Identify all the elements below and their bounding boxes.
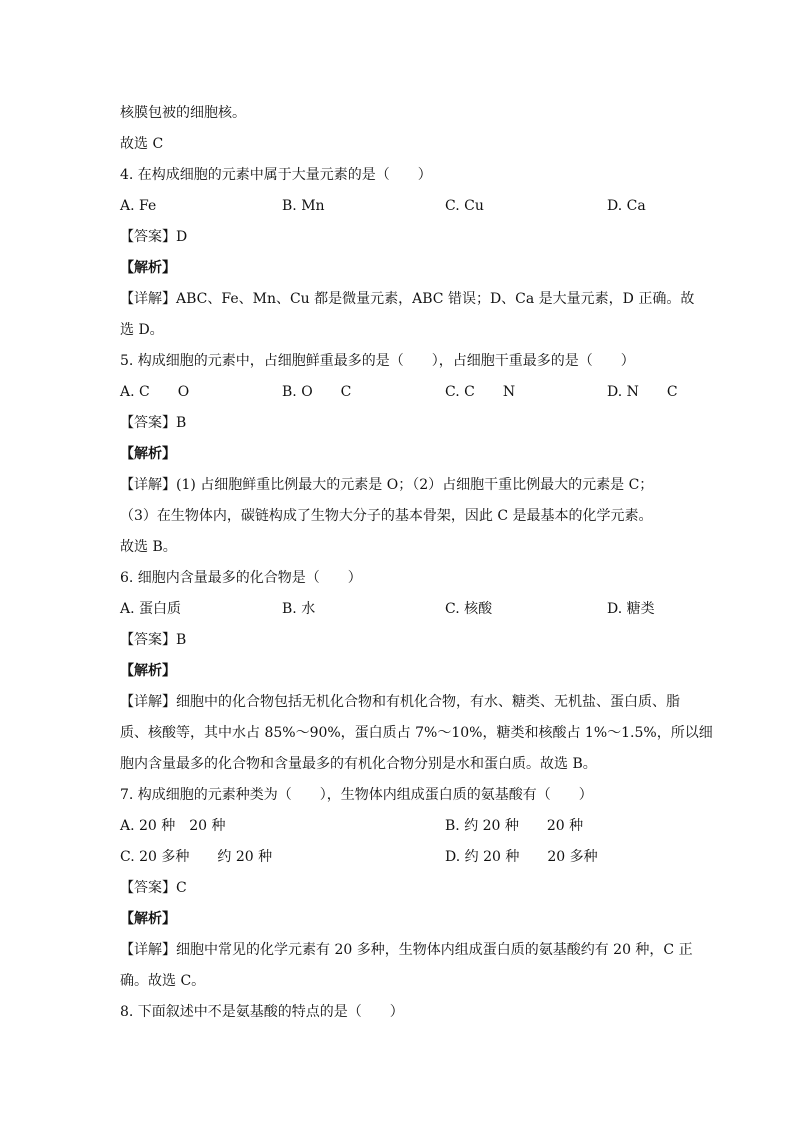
option-c: C. 核酸 [445, 601, 493, 617]
option-d: D. 约 20 种 20 多种 [445, 849, 598, 865]
question-8: 8. 下面叙述中不是氨基酸的特点的是（ ） [120, 1004, 404, 1020]
answer-line: 【答案】B [120, 415, 187, 431]
option-c: C. C N [445, 384, 516, 400]
answer-line: 【答案】C [120, 880, 187, 896]
explanation-line: （3）在生物体内，碳链构成了生物大分子的基本骨架，因此 C 是最基本的化学元素。 [120, 508, 653, 524]
explanation-line: 故选 B。 [120, 539, 177, 555]
option-a: A. C O [120, 384, 190, 400]
explanation-line: 质、核酸等，其中水占 85%～90%，蛋白质占 7%～10%，糖类和核酸占 1%～1.5%，所以细 [120, 725, 713, 741]
question-5: 5. 构成细胞的元素中，占细胞鲜重最多的是（ ），占细胞干重最多的是（ ） [120, 353, 635, 369]
question-6: 6. 细胞内含量最多的化合物是（ ） [120, 570, 362, 586]
question-4: 4. 在构成细胞的元素中属于大量元素的是（ ） [120, 167, 432, 183]
option-c: C. Cu [445, 198, 484, 214]
analysis-heading: 【解析】 [120, 911, 176, 927]
explanation-line: 【详解】(1) 占细胞鲜重比例最大的元素是 O；（2）占细胞干重比例最大的元素是 C； [120, 477, 654, 493]
explanation-line: 选 D。 [120, 322, 164, 338]
option-b: B. Mn [282, 198, 325, 214]
option-b: B. 约 20 种 20 种 [445, 818, 584, 834]
explanation-line: 【详解】细胞中的化合物包括无机化合物和有机化合物，有水、糖类、无机盐、蛋白质、脂 [120, 694, 680, 710]
analysis-heading: 【解析】 [120, 260, 176, 276]
answer-line: 【答案】B [120, 632, 187, 648]
text-line: 核膜包被的细胞核。 [120, 105, 246, 121]
option-b: B. 水 [282, 601, 316, 617]
option-d: D. N C [607, 384, 678, 400]
option-a: A. 蛋白质 [120, 601, 182, 617]
option-a: A. 20 种 20 种 [120, 818, 226, 834]
explanation-line: 确。故选 C。 [120, 973, 206, 989]
explanation-line: 胞内含量最多的化合物和含量最多的有机化合物分别是水和蛋白质。故选 B。 [120, 756, 597, 772]
option-c: C. 20 多种 约 20 种 [120, 849, 273, 865]
text-line: 故选 C [120, 136, 164, 152]
option-a: A. Fe [120, 198, 157, 214]
explanation-line: 【详解】细胞中常见的化学元素有 20 多种，生物体内组成蛋白质的氨基酸约有 20 种，C 正 [120, 942, 693, 958]
option-d: D. Ca [607, 198, 646, 214]
option-b: B. O C [282, 384, 352, 400]
option-d: D. 糖类 [607, 601, 655, 617]
answer-line: 【答案】D [120, 229, 188, 245]
analysis-heading: 【解析】 [120, 446, 176, 462]
analysis-heading: 【解析】 [120, 663, 176, 679]
explanation-line: 【详解】ABC、Fe、Mn、Cu 都是微量元素，ABC 错误；D、Ca 是大量元素，D 正确。故 [120, 291, 695, 307]
question-7: 7. 构成细胞的元素种类为（ ），生物体内组成蛋白质的氨基酸有（ ） [120, 787, 593, 803]
